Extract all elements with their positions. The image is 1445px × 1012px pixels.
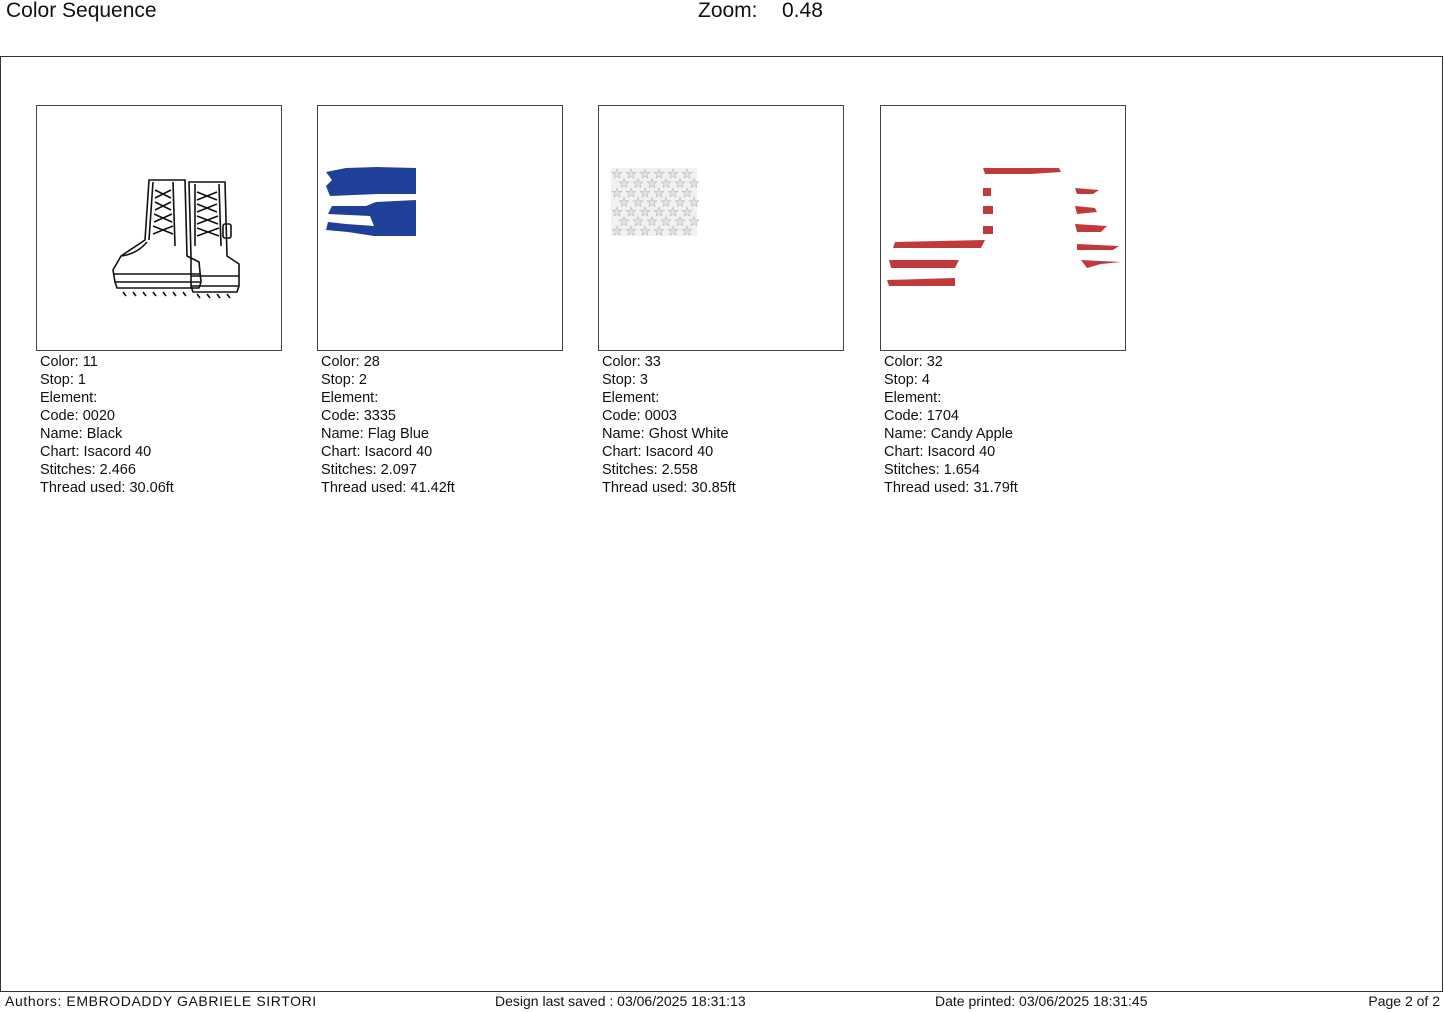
element-label: Element: (40, 390, 98, 406)
stop-number: Stop: 3 (602, 372, 648, 388)
zoom-value: 0.48 (782, 0, 823, 22)
thread-code: Code: 3335 (321, 408, 396, 424)
blue-canton-icon (318, 106, 564, 352)
color-card (36, 105, 283, 497)
thread-used: Thread used: 30.06ft (40, 480, 174, 496)
footer-page-number: Page 2 of 2 (1368, 993, 1440, 1009)
stitch-count: Stitches: 2.558 (602, 462, 698, 478)
color-number: Color: 28 (321, 354, 380, 370)
stitch-count: Stitches: 2.466 (40, 462, 136, 478)
thread-name: Name: Flag Blue (321, 426, 429, 442)
combat-boots-icon (37, 106, 283, 352)
stop-number: Stop: 4 (884, 372, 930, 388)
stitch-count: Stitches: 2.097 (321, 462, 417, 478)
card-details (317, 353, 564, 497)
thread-chart: Chart: Isacord 40 (40, 444, 152, 460)
thread-name: Name: Candy Apple (884, 426, 1013, 442)
footer-authors: Authors: EMBRODADDY GABRIELE SIRTORI (5, 993, 317, 1009)
thread-code: Code: 0003 (602, 408, 677, 424)
header-title: Color Sequence (6, 0, 157, 22)
footer-date-printed: Date printed: 03/06/2025 18:31:45 (935, 993, 1148, 1009)
thumbnail-stripes (880, 105, 1126, 351)
thread-chart: Chart: Isacord 40 (884, 444, 996, 460)
zoom-label: Zoom: (698, 0, 758, 22)
color-card (317, 105, 564, 497)
card-details (880, 353, 1127, 497)
color-number: Color: 32 (884, 354, 943, 370)
thread-used: Thread used: 31.79ft (884, 480, 1018, 496)
thread-chart: Chart: Isacord 40 (321, 444, 433, 460)
color-number: Color: 33 (602, 354, 661, 370)
thread-name: Name: Ghost White (602, 426, 729, 442)
thumbnail-stars (598, 105, 844, 351)
color-card (598, 105, 845, 497)
element-label: Element: (321, 390, 379, 406)
thread-used: Thread used: 30.85ft (602, 480, 736, 496)
thumbnail-boots (36, 105, 282, 351)
stop-number: Stop: 2 (321, 372, 367, 388)
card-details (598, 353, 845, 497)
thread-chart: Chart: Isacord 40 (602, 444, 714, 460)
element-label: Element: (602, 390, 660, 406)
thread-code: Code: 0020 (40, 408, 115, 424)
thread-name: Name: Black (40, 426, 123, 442)
thread-code: Code: 1704 (884, 408, 959, 424)
color-card (880, 105, 1127, 497)
card-details (36, 353, 283, 497)
red-stripes-icon (881, 106, 1127, 352)
thread-used: Thread used: 41.42ft (321, 480, 455, 496)
element-label: Element: (884, 390, 942, 406)
stop-number: Stop: 1 (40, 372, 86, 388)
thumbnail-canton (317, 105, 563, 351)
color-number: Color: 11 (40, 354, 98, 370)
footer-last-saved: Design last saved : 03/06/2025 18:31:13 (495, 993, 746, 1009)
star-field-icon (599, 106, 845, 352)
stitch-count: Stitches: 1.654 (884, 462, 980, 478)
